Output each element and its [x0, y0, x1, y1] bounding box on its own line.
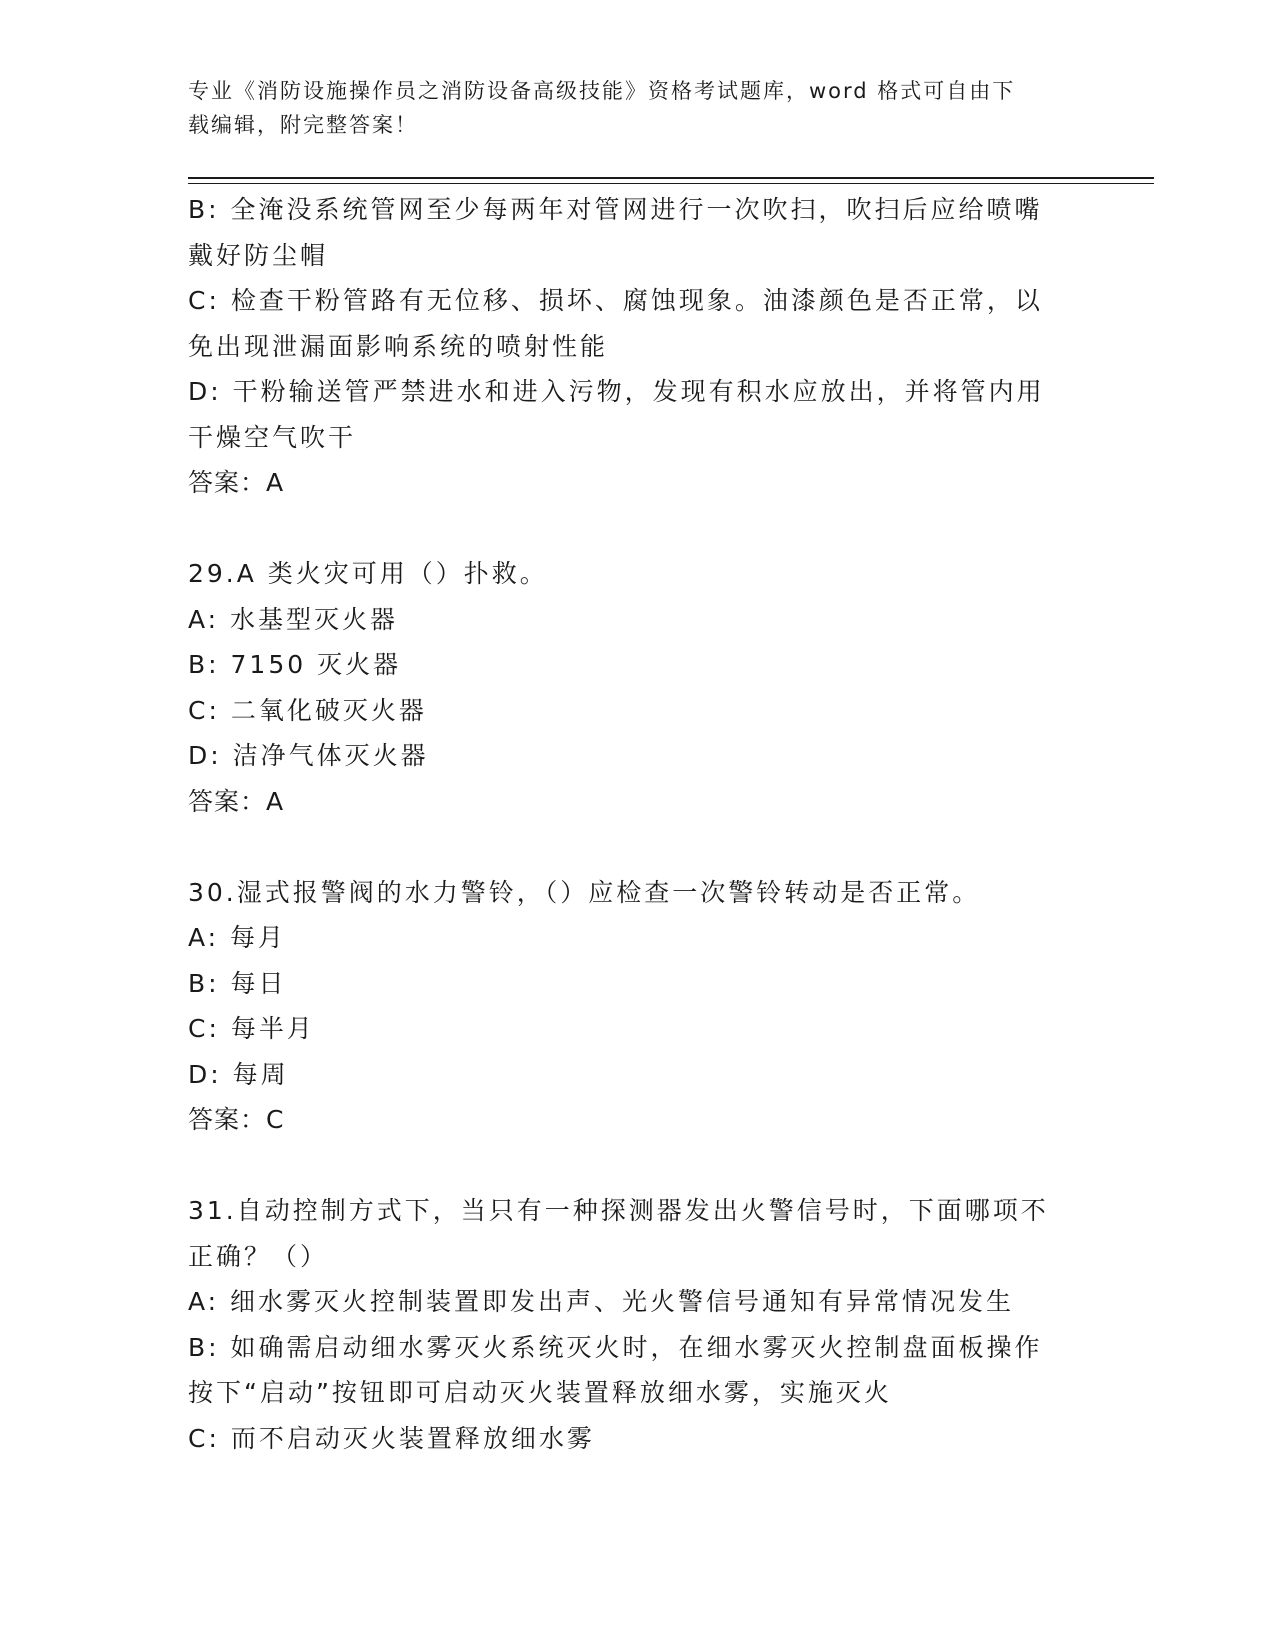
- option-c: C: 每半月: [188, 1014, 315, 1043]
- question-text: 30.湿式报警阀的水力警铃，（）应检查一次警铃转动是否正常。: [188, 877, 981, 907]
- header-line-2: 载编辑，附完整答案！: [188, 113, 418, 137]
- question-list: [188, 187, 1078, 1461]
- option-c-line-1: C: 检查干粉管路有无位移、损坏、腐蚀现象。油漆颜色是否正常，以: [188, 286, 1043, 315]
- option-c: C: 而不启动灭火装置释放细水雾: [188, 1423, 595, 1453]
- option-d: D: 洁净气体灭火器: [188, 741, 429, 770]
- question-29: [188, 551, 1078, 824]
- option-b: B: 7150 灭火器: [188, 650, 402, 679]
- option-d-line-1: D: 干粉输送管严禁进水和进入污物，发现有积水应放出，并将管内用: [188, 377, 1045, 406]
- question-text: 29.A 类火灾可用（）扑救。: [188, 559, 548, 588]
- option-b-line-2: 按下“启动”按钮即可启动灭火装置释放细水雾，实施灭火: [188, 1378, 892, 1407]
- spacer: [188, 824, 1078, 870]
- header-line-1: 专业《消防设施操作员之消防设备高级技能》资格考试题库，word 格式可自由下: [188, 79, 1016, 103]
- option-b-line-1: B: 如确需启动细水雾灭火系统灭火时，在细水雾灭火控制盘面板操作: [188, 1332, 1043, 1362]
- question-28: [188, 187, 1078, 506]
- option-a: A: 细水雾灭火控制装置即发出声、光火警信号通知有异常情况发生: [188, 1287, 1015, 1316]
- option-a: A: 每月: [188, 923, 287, 952]
- option-a: A: 水基型灭火器: [188, 604, 399, 634]
- answer-line: 答案：C: [188, 1105, 285, 1134]
- option-d: D: 每周: [188, 1059, 289, 1089]
- question-text-line-2: 正确？（）: [188, 1241, 329, 1271]
- header-divider-thick: [188, 177, 1154, 179]
- option-c-line-2: 免出现泄漏面影响系统的喷射性能: [188, 331, 609, 361]
- option-b: B: 每日: [188, 968, 287, 998]
- header-divider-thin: [188, 183, 1154, 184]
- page-header: [188, 74, 1068, 142]
- question-31: [188, 1188, 1078, 1461]
- option-b-line-2: 戴好防尘帽: [188, 240, 329, 270]
- option-d-line-2: 干燥空气吹干: [188, 422, 357, 452]
- spacer: [188, 1143, 1078, 1189]
- option-c: C: 二氧化破灭火器: [188, 695, 427, 725]
- option-b-line-1: B: 全淹没系统管网至少每两年对管网进行一次吹扫，吹扫后应给喷嘴: [188, 195, 1043, 224]
- answer-line: 答案：A: [188, 468, 285, 497]
- spacer: [188, 506, 1078, 552]
- question-text-line-1: 31.自动控制方式下，当只有一种探测器发出火警信号时，下面哪项不: [188, 1196, 1049, 1225]
- answer-line: 答案：A: [188, 786, 285, 816]
- question-30: [188, 870, 1078, 1143]
